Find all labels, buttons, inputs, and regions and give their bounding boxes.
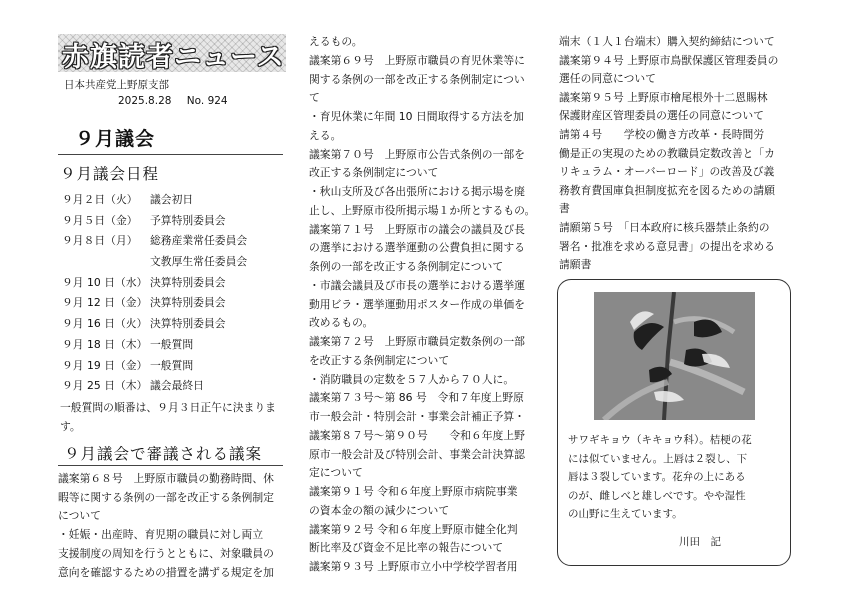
- agenda-line: 働是正の実現のための教職員定数改善と「カ: [559, 146, 775, 160]
- agenda-line: 議案第９１号 令和６年度上野原市病院事業: [309, 485, 518, 498]
- schedule-list: [62, 192, 287, 399]
- schedule-event: 文教厚生常任委員会: [150, 255, 248, 269]
- schedule-row: [62, 378, 287, 399]
- agenda-line: 意向を確認するための措置を講ずる規定を加: [58, 565, 274, 579]
- agenda-line: 選任の同意について: [559, 72, 656, 86]
- schedule-row: [62, 295, 287, 316]
- agenda-line: 動用ビラ・選挙運動用ポスター作成の単価を: [309, 297, 525, 311]
- issue-info: [118, 95, 240, 107]
- agenda-line: 改めるもの。: [309, 316, 374, 330]
- schedule-row: [62, 192, 287, 213]
- agenda-line: ・妊娠・出産時、育児期の職員に対し両立: [58, 528, 264, 542]
- schedule-date: ９月２日（火）: [62, 193, 138, 206]
- agenda-line: 議案第７１号 上野原市の議会の議員及び長: [309, 222, 525, 236]
- schedule-date: ９月 25 日（木）: [62, 379, 148, 393]
- agenda-line: リキュラム・オーバーロード」の改善及び義: [559, 165, 775, 179]
- agenda-line: の選挙における選挙運動の公費負担に関する: [309, 241, 525, 255]
- schedule-date: ９月 19 日（金）: [62, 358, 148, 372]
- agenda-line: 定について: [309, 466, 363, 480]
- masthead-title: 赤旗読者ニュース: [62, 42, 285, 73]
- schedule-event: 決算特別委員会: [150, 296, 226, 310]
- schedule-event: 議会最終日: [150, 379, 204, 393]
- agenda-line: 原市一般会計及び特別会計、事業会計決算認: [309, 447, 525, 461]
- issue-date: 2025.8.28: [118, 95, 172, 107]
- agenda-line: ・育児休業に年間 10 日間取得する方法を加: [309, 110, 524, 123]
- agenda-line: 議案第９３号 上野原市立小中学校学習者用: [309, 560, 518, 573]
- agenda-line: 請第４号 学校の働き方改革・長時間労: [559, 127, 765, 141]
- agenda-line: 請願書: [559, 258, 592, 272]
- agenda-line: 議案第７３号～第 86 号 令和７年度上野原: [309, 391, 524, 405]
- schedule-event: 総務産業常任委員会: [150, 234, 248, 248]
- agenda-column-2: [309, 33, 541, 577]
- agenda-line: ・市議会議員及び市長の選挙における選挙運: [309, 278, 525, 292]
- caption-line: 唇は３裂しています。花弁の上にある: [568, 471, 746, 483]
- agenda-line: 署名・批准を求める意見書」の提出を求める: [559, 239, 775, 253]
- agenda-line: 議案第８７号～第９０号 令和６年度上野: [309, 428, 525, 442]
- schedule-row: [62, 233, 287, 254]
- schedule-event: 決算特別委員会: [150, 275, 226, 289]
- agenda-title-rule: [58, 465, 283, 466]
- schedule-row: [62, 254, 287, 275]
- schedule-event: 決算特別委員会: [150, 317, 226, 331]
- agenda-line: 断比率及び資金不足比率の報告について: [309, 541, 504, 555]
- schedule-row: [62, 337, 287, 358]
- schedule-date: ９月 16 日（火）: [62, 317, 148, 331]
- schedule-row: [62, 316, 287, 337]
- schedule-date: [62, 254, 150, 275]
- schedule-date: ９月 10 日（水）: [62, 275, 148, 289]
- agenda-line: えるもの。: [309, 35, 363, 48]
- agenda-line: ・消防職員の定数を５７人から７０人に。: [309, 372, 515, 386]
- caption-line: には似ていません。上唇は２裂し、下: [568, 452, 748, 465]
- masthead-banner: [58, 34, 286, 72]
- headline-rule: [58, 154, 283, 155]
- agenda-line: の資本金の額の減少について: [309, 503, 450, 517]
- issue-number: No. 924: [186, 95, 228, 107]
- agenda-line: 議案第７２号 上野原市職員定数条例の一部: [309, 335, 525, 348]
- agenda-line: 書: [559, 202, 570, 216]
- publisher-name: 日本共産党上野原支部: [64, 79, 169, 91]
- agenda-line: を改正する条例制定について: [309, 353, 450, 367]
- agenda-line: 議案第６８号 上野原市職員の勤務時間、休: [58, 472, 274, 485]
- schedule-date: ９月 12 日（金）: [62, 296, 148, 310]
- schedule-event: 一般質問: [150, 358, 194, 372]
- schedule-date: ９月５日（金）: [62, 213, 138, 227]
- flower-photo: [594, 292, 755, 420]
- agenda-column-3: [559, 33, 797, 275]
- schedule-row: [62, 275, 287, 296]
- agenda-line: 条例の一部を改正する条例制定について: [309, 260, 504, 273]
- agenda-line: 暇等に関する条例の一部を改正する条例制定: [58, 490, 274, 504]
- schedule-title: ９月議会日程: [60, 165, 160, 183]
- agenda-line: て: [309, 91, 320, 105]
- agenda-line: ・秋山支所及び各出張所における掲示場を廃: [309, 185, 525, 198]
- agenda-line: 議案第７０号 上野原市公告式条例の一部を: [309, 147, 525, 161]
- caption-signature: 川田 記: [679, 536, 721, 548]
- agenda-line: える。: [309, 128, 342, 142]
- agenda-line: 議案第９４号 上野原市鳥獣保護区管理委員の: [559, 53, 779, 67]
- schedule-note-line: 一般質問の順番は、９月３日正午に決まりま: [60, 401, 276, 414]
- agenda-line: 務教育費国庫負担制度拡充を図るための請願: [559, 183, 775, 197]
- caption-line: のが、雌しべと雄しべです。やや湿性: [568, 489, 746, 502]
- photo-caption: [568, 431, 782, 524]
- schedule-date: ９月８日（月）: [62, 234, 138, 248]
- schedule-event: 予算特別委員会: [150, 213, 226, 227]
- agenda-column-1: [58, 470, 294, 582]
- photo-box: [557, 279, 791, 566]
- flower-illustration: [594, 292, 755, 420]
- schedule-date: ９月 18 日（木）: [62, 337, 148, 351]
- caption-line: サワギキョウ（キキョウ科）。桔梗の花: [568, 434, 752, 446]
- agenda-line: 市一般会計・特別会計・事業会計補正予算・: [309, 410, 525, 423]
- agenda-line: 議案第９５号 上野原市檜尾根外十二恩賜林: [559, 90, 768, 104]
- schedule-event: 一般質問: [150, 337, 194, 351]
- schedule-event: 議会初日: [150, 193, 194, 206]
- agenda-line: 関する条例の一部を改正する条例制定につい: [309, 72, 525, 86]
- agenda-line: 改正する条例制定について: [309, 166, 439, 180]
- agenda-line: 請願第５号 「日本政府に核兵器禁止条約の: [559, 220, 770, 234]
- agenda-line: について: [58, 509, 101, 523]
- caption-line: の山野に生えています。: [568, 508, 683, 520]
- agenda-line: 止し、上野原市役所掲示場１か所とするもの。: [309, 203, 536, 217]
- agenda-line: 議案第６９号 上野原市職員の育児休業等に: [309, 53, 525, 67]
- agenda-title: ９月議会で審議される議案: [64, 445, 263, 463]
- schedule-note: [60, 399, 292, 436]
- agenda-line: 保護財産区管理委員の選任の同意について: [559, 109, 764, 123]
- schedule-note-line: す。: [60, 419, 81, 433]
- agenda-line: 端末（１人１台端末）購入契約締結について: [559, 35, 775, 48]
- schedule-row: [62, 358, 287, 379]
- schedule-row: [62, 213, 287, 234]
- headline: ９月議会: [75, 128, 156, 150]
- agenda-line: 議案第９２号 令和６年度上野原市健全化判: [309, 522, 518, 536]
- agenda-line: 支援制度の周知を行うとともに、対象職員の: [58, 546, 274, 560]
